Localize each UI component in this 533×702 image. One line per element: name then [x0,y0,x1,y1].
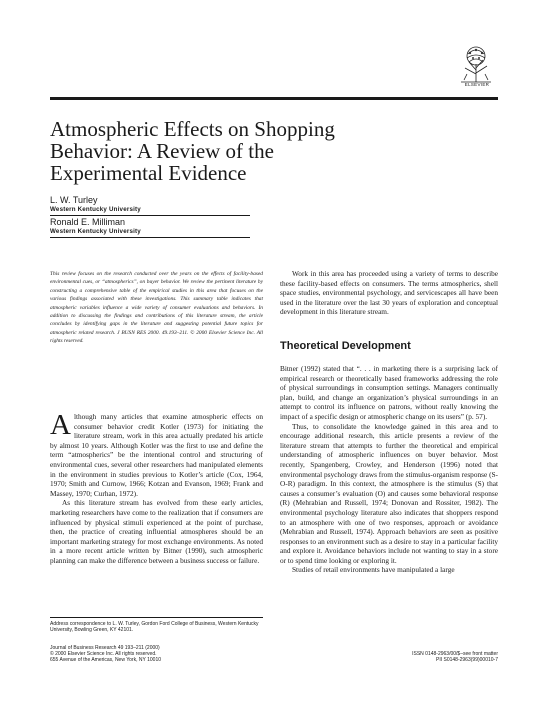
paragraph: Work in this area has proceeded using a variety of terms to describe these facility-based effects on consumers. The terms atmospherics, shell space studies, environmental psychology, and servicescapes all have been used in the literature over the last 30 years of exploration and conceptual development in this literature stream. [280,269,498,317]
footnote-rule [50,617,263,618]
top-rule [50,97,498,100]
paragraph: Thus, to consolidate the knowledge gained in this area and to encourage additional research, this article presents a review of the literature stream that attempts to further the theoretical and empirical understanding of atmospheric influences on buyer behavior. Most recently, Spangenberg, Crowley, and Henderson (1996) noted that environmental psychology draws from the stimulus-organism response (S-O-R) paradigm. In this context, the atmosphere is the stimulus (S) that causes a consumer’s evaluation (O) and causes some behavioral response (R) (Mehrabian and Russell, 1974; Donovan and Rossiter, 1982). The environmental psychology literature also indicates that shoppers respond to an atmosphere with one of two responses, approach or avoidance (Mehrabian and Russell, 1974). Approach behaviors are seen as positive responses to an environment such as a desire to stay in a particular facility and explore it. Avoidance behaviors include not wanting to stay in a store or to spend time looking or exploring it. [280,421,498,565]
issn-line: ISSN 0148-2963/00/$–see front matter [412,651,498,657]
intro-paragraph [50,409,263,498]
paragraph-text: lthough many articles that examine atmospheric effects on consumer behavior credit Kotler (1973) for initiating the literature stream, work in this area actually predated his article by almost 10 years. Although Kotler was the first to use and define the term “atmospherics” be the intentional control and structuring of environmental cues, several other researchers had manipulated elements in the environment in studies previous to Kotler’s article (Cox, 1964, 1970; Smith and Curnow, 1966; Kotzan and Evanson, 1969; Frank and Massey, 1970; Curhan, 1972). [50,412,263,498]
paragraph: Bitner (1992) stated that “. . . in marketing there is a surprising lack of empirical research or theoretically based frameworks addressing the role of physical surroundings in consumption settings. Managers continually plan, build, and change an organization’s physical surroundings in an attempt to control its influence on patrons, without really knowing the impact of a specific design or atmospheric change on its users” (p. 57). [280,364,498,421]
affiliation-rule [50,237,250,238]
publisher-address: 655 Avenue of the Americas, New York, NY 10010 [50,657,162,663]
paragraph: As this literature stream has evolved from these early articles, marketing researchers have come to the realization that if consumers are influenced by physical stimuli experienced at the point of purchase, then, the practice of creating influential atmospheres should be an important marketing strategy for most exchange environments. As noted in a more recent article written by Bitner (1990), such atmospheric planning can make the difference between a business success or failure. [50,498,263,565]
author-affiliation: Western Kentucky University [50,206,141,213]
pii-line: PII S0148-2963(99)00010-7 [436,657,498,663]
section-heading: Theoretical Development [280,340,411,352]
journal-citation: Journal of Business Research 49 193–211 (2000) [50,645,160,651]
author-name: L. W. Turley [50,195,98,205]
affiliation-rule [50,215,250,216]
paragraph: Studies of retail environments have manipulated a large [292,565,455,575]
article-title: Atmospheric Effects on Shopping Behavior: A Review of the Experimental Evidence [50,117,335,185]
correspondence-note: Address correspondence to L. W. Turley, Gordon Ford College of Business, Western Kentucky University, Bowling Green, KY 42101. [50,621,259,634]
drop-cap: A [50,409,71,441]
right-column-body [280,364,498,575]
left-column [50,409,263,566]
elsevier-wordmark: ELSEVIER [464,82,490,87]
author-affiliation: Western Kentucky University [50,228,141,235]
author-name: Ronald E. Milliman [50,217,126,227]
right-column [280,269,498,317]
elsevier-logo [455,44,497,84]
copyright-line: © 2000 Elsevier Science Inc. All rights reserved. [50,651,157,657]
abstract: This review focuses on the research conducted over the years on the effects of facility-based environmental cues, or “atmospherics”, on buyer behavior. We review the pertinent literature by constructing a comprehensive table of the empirical studies in this area that focuses on the various findings associated with these investigations. This summary table indicates that atmospheric variables influence a wide variety of consumer evaluations and behaviors. In addition to discussing the findings and contributions of this literature stream, the article concludes by identifying gaps in the literature and suggesting potential future topics for atmospheric related research. J BUSN RES 2000. 49.193–211. © 2000 Elsevier Science Inc. All rights reserved. [50,271,263,345]
